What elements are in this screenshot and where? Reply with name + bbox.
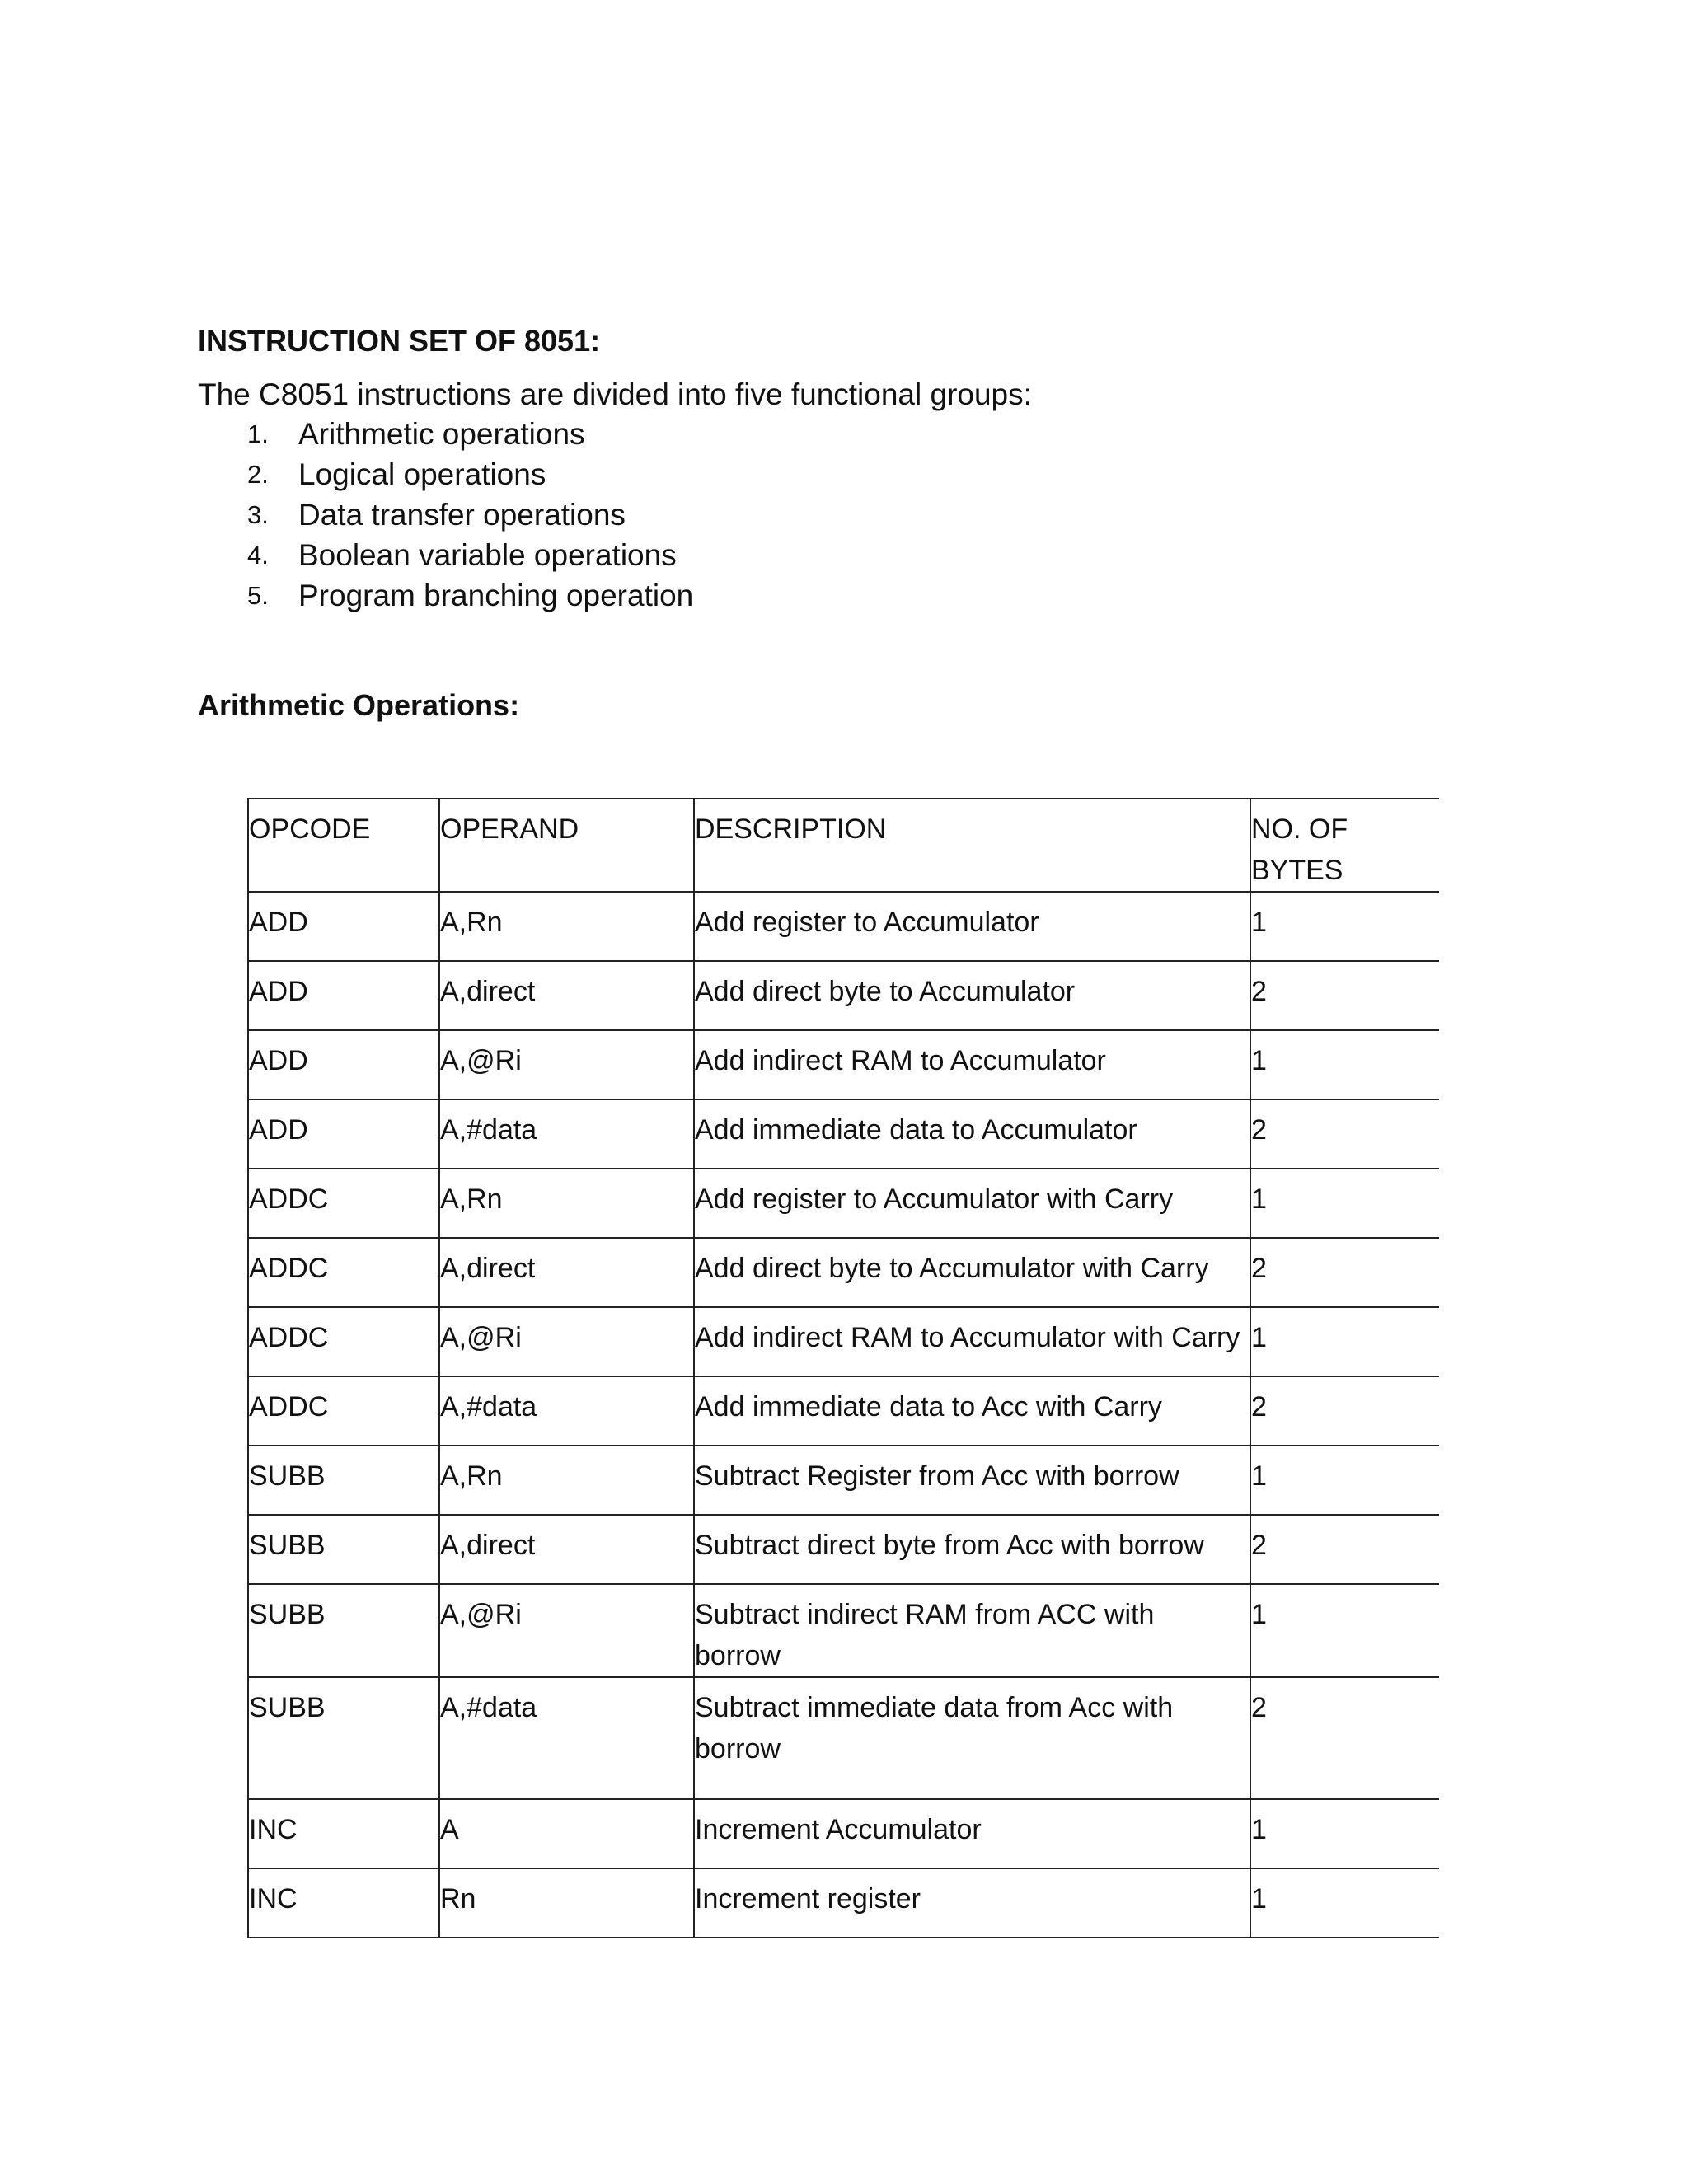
bytes-cell: 2: [1250, 1515, 1439, 1584]
operand-cell: A,#data: [439, 1099, 694, 1169]
bytes-cell: 1: [1250, 1446, 1439, 1515]
list-item: [247, 536, 693, 576]
list-number: 5.: [247, 581, 269, 610]
operand-cell: A,Rn: [439, 892, 694, 961]
description-cell: Add register to Accumulator: [694, 892, 1250, 961]
operand-cell: A,@Ri: [439, 1584, 694, 1677]
operand-cell: A,#data: [439, 1677, 694, 1799]
table-row: [248, 1307, 1439, 1376]
opcode-cell: INC: [248, 1799, 439, 1868]
operand-cell: A: [439, 1799, 694, 1868]
operand-cell: A,Rn: [439, 1169, 694, 1238]
bytes-cell: 1: [1250, 1030, 1439, 1099]
description-cell: Subtract immediate data from Acc with borrow: [694, 1677, 1250, 1799]
opcode-cell: SUBB: [248, 1677, 439, 1799]
list-label: Logical operations: [298, 457, 546, 491]
opcode-cell: SUBB: [248, 1584, 439, 1677]
opcode-cell: ADD: [248, 892, 439, 961]
header-description: DESCRIPTION: [694, 799, 1250, 892]
list-number: 4.: [247, 541, 269, 569]
opcode-cell: SUBB: [248, 1446, 439, 1515]
bytes-cell: 1: [1250, 1584, 1439, 1677]
list-label: Arithmetic operations: [298, 417, 585, 451]
description-cell: Add direct byte to Accumulator: [694, 961, 1250, 1030]
opcode-cell: ADD: [248, 1099, 439, 1169]
bytes-cell: 1: [1250, 892, 1439, 961]
opcode-cell: INC: [248, 1868, 439, 1938]
table-row: [248, 1099, 1439, 1169]
description-cell: Subtract Register from Acc with borrow: [694, 1446, 1250, 1515]
operand-cell: A,@Ri: [439, 1307, 694, 1376]
operand-cell: A,Rn: [439, 1446, 694, 1515]
bytes-cell: 2: [1250, 1099, 1439, 1169]
table-row: [248, 1030, 1439, 1099]
description-cell: Add immediate data to Accumulator: [694, 1099, 1250, 1169]
header-operand: OPERAND: [439, 799, 694, 892]
bytes-cell: 2: [1250, 1376, 1439, 1446]
table-row: [248, 1677, 1439, 1799]
list-item: [247, 576, 693, 616]
list-number: 2.: [247, 460, 269, 489]
description-cell: Add register to Accumulator with Carry: [694, 1169, 1250, 1238]
operand-cell: A,direct: [439, 1515, 694, 1584]
description-cell: Add immediate data to Acc with Carry: [694, 1376, 1250, 1446]
instruction-table: [247, 798, 1439, 1938]
table-row: [248, 1376, 1439, 1446]
list-item: [247, 455, 693, 495]
table-row: [248, 1515, 1439, 1584]
list-number: 1.: [247, 419, 269, 448]
bytes-cell: 2: [1250, 961, 1439, 1030]
bytes-cell: 2: [1250, 1677, 1439, 1799]
functional-groups-list: [247, 415, 693, 616]
header-opcode: OPCODE: [248, 799, 439, 892]
description-cell: Increment register: [694, 1868, 1250, 1938]
table-row: [248, 1238, 1439, 1307]
opcode-cell: ADDC: [248, 1376, 439, 1446]
operand-cell: A,direct: [439, 961, 694, 1030]
description-cell: Add indirect RAM to Accumulator with Carry: [694, 1307, 1250, 1376]
opcode-cell: ADD: [248, 1030, 439, 1099]
intro-paragraph: The C8051 instructions are divided into five functional groups:: [198, 377, 1032, 411]
table-row: [248, 1169, 1439, 1238]
bytes-cell: 1: [1250, 1307, 1439, 1376]
description-cell: Subtract indirect RAM from ACC with borrow: [694, 1584, 1250, 1677]
description-cell: Add direct byte to Accumulator with Carry: [694, 1238, 1250, 1307]
document-title: INSTRUCTION SET OF 8051:: [198, 324, 601, 358]
bytes-cell: 2: [1250, 1238, 1439, 1307]
opcode-cell: ADDC: [248, 1169, 439, 1238]
description-cell: Increment Accumulator: [694, 1799, 1250, 1868]
description-cell: Subtract direct byte from Acc with borrow: [694, 1515, 1250, 1584]
table-row: [248, 892, 1439, 961]
list-item: [247, 415, 693, 455]
operand-cell: A,#data: [439, 1376, 694, 1446]
bytes-cell: 1: [1250, 1799, 1439, 1868]
operand-cell: A,@Ri: [439, 1030, 694, 1099]
opcode-cell: ADDC: [248, 1307, 439, 1376]
table-row: [248, 1868, 1439, 1938]
instruction-table-container: [247, 798, 1439, 1956]
table-header-row: [248, 799, 1439, 892]
table-row: [248, 1799, 1439, 1868]
header-bytes: NO. OF BYTES: [1250, 799, 1439, 892]
opcode-cell: SUBB: [248, 1515, 439, 1584]
table-row: [248, 1584, 1439, 1677]
list-label: Program branching operation: [298, 579, 694, 612]
operand-cell: A,direct: [439, 1238, 694, 1307]
operand-cell: Rn: [439, 1868, 694, 1938]
list-label: Boolean variable operations: [298, 538, 677, 572]
bytes-cell: 1: [1250, 1169, 1439, 1238]
table-row: [248, 1446, 1439, 1515]
list-number: 3.: [247, 500, 269, 529]
list-label: Data transfer operations: [298, 498, 626, 532]
description-cell: Add indirect RAM to Accumulator: [694, 1030, 1250, 1099]
bytes-cell: 1: [1250, 1868, 1439, 1938]
opcode-cell: ADDC: [248, 1238, 439, 1307]
opcode-cell: ADD: [248, 961, 439, 1030]
list-item: [247, 495, 693, 536]
table-row: [248, 961, 1439, 1030]
section-title: Arithmetic Operations:: [198, 688, 520, 722]
